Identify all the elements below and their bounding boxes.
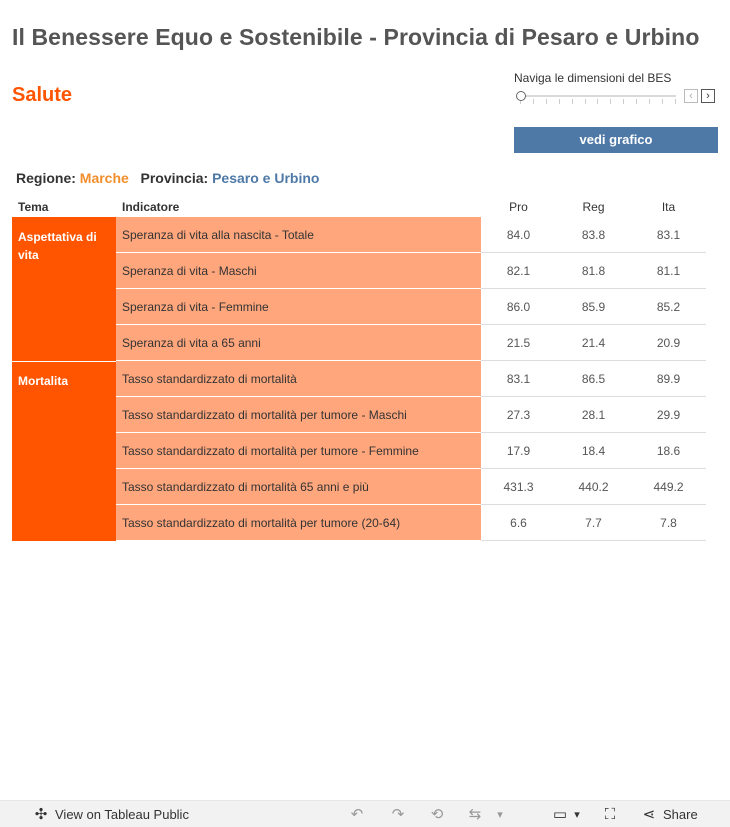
- indicatore-cell: Tasso standardizzato di mortalità per tumore - Femmine: [116, 433, 481, 469]
- regione-value: Marche: [79, 170, 129, 186]
- filter-summary: [16, 170, 319, 186]
- slider-tick: [572, 99, 573, 104]
- pro-value: 17.9: [481, 433, 556, 469]
- share-button[interactable]: Share: [663, 807, 698, 822]
- tableau-logo-icon[interactable]: ✣: [34, 806, 48, 823]
- column-header-indicatore: Indicatore: [122, 200, 180, 214]
- view-on-tableau-link[interactable]: View on Tableau Public: [55, 807, 189, 822]
- ita-value: 83.1: [631, 217, 706, 253]
- pro-value: 86.0: [481, 289, 556, 325]
- refresh-icon[interactable]: ⇆: [468, 806, 482, 823]
- tema-cell: Mortalita: [12, 361, 116, 541]
- indicatore-cell: Tasso standardizzato di mortalità per tumore - Maschi: [116, 397, 481, 433]
- ita-value: 20.9: [631, 325, 706, 361]
- share-icon[interactable]: ⋖: [642, 806, 656, 823]
- table-row: [116, 217, 706, 253]
- reg-value: 18.4: [556, 433, 631, 469]
- tema-separator: [12, 361, 116, 362]
- tema-cell: Aspettativa di vita: [12, 217, 116, 361]
- table-row: [116, 253, 706, 289]
- column-header-ita: Ita: [661, 200, 676, 214]
- data-table: [12, 217, 706, 541]
- slider-tick: [559, 99, 560, 104]
- reg-value: 7.7: [556, 505, 631, 541]
- pro-value: 83.1: [481, 361, 556, 397]
- reg-value: 85.9: [556, 289, 631, 325]
- comment-dropdown-icon[interactable]: ▾: [574, 809, 580, 821]
- table-row: [116, 361, 706, 397]
- slider-tick: [623, 99, 624, 104]
- column-header-pro: Pro: [509, 200, 528, 214]
- redo-icon[interactable]: ↷: [391, 806, 405, 823]
- provincia-value: Pesaro e Urbino: [212, 170, 320, 186]
- dimension-slider[interactable]: [516, 90, 678, 102]
- slider-tick: [533, 99, 534, 104]
- slider-ticks: [520, 99, 676, 104]
- navigator-label: Naviga le dimensioni del BES: [514, 71, 672, 85]
- column-header-tema: Tema: [18, 200, 49, 214]
- ita-value: 18.6: [631, 433, 706, 469]
- table-row: [116, 397, 706, 433]
- page-title: Il Benessere Equo e Sostenibile - Provincia di Pesaro e Urbino: [12, 24, 700, 50]
- pro-value: 84.0: [481, 217, 556, 253]
- table-row: [116, 289, 706, 325]
- indicatore-cell: Tasso standardizzato di mortalità: [116, 361, 481, 397]
- pro-value: 82.1: [481, 253, 556, 289]
- reg-value: 86.5: [556, 361, 631, 397]
- refresh-dropdown-icon[interactable]: ▾: [497, 809, 503, 821]
- indicatore-cell: Speranza di vita a 65 anni: [116, 325, 481, 361]
- slider-tick: [585, 99, 586, 104]
- table-row: [116, 433, 706, 469]
- pro-value: 21.5: [481, 325, 556, 361]
- slider-tick: [597, 99, 598, 104]
- ita-value: 85.2: [631, 289, 706, 325]
- slider-tick: [610, 99, 611, 104]
- comment-icon[interactable]: ▭: [552, 806, 568, 823]
- column-header-reg: Reg: [582, 200, 605, 214]
- reg-value: 21.4: [556, 325, 631, 361]
- table-row: [116, 469, 706, 505]
- slider-tick: [649, 99, 650, 104]
- provincia-label: Provincia:: [140, 170, 209, 186]
- slider-tick: [675, 99, 676, 104]
- indicatore-cell: Speranza di vita - Femmine: [116, 289, 481, 325]
- slider-track: [520, 95, 676, 97]
- ita-value: 7.8: [631, 505, 706, 541]
- indicatore-cell: Speranza di vita - Maschi: [116, 253, 481, 289]
- reg-value: 28.1: [556, 397, 631, 433]
- next-icon[interactable]: ›: [701, 89, 715, 103]
- slider-tick: [662, 99, 663, 104]
- table-row: [116, 325, 706, 361]
- ita-value: 89.9: [631, 361, 706, 397]
- slider-tick: [546, 99, 547, 104]
- regione-label: Regione:: [16, 170, 76, 186]
- slider-thumb[interactable]: [516, 91, 526, 101]
- indicatore-cell: Speranza di vita alla nascita - Totale: [116, 217, 481, 253]
- ita-value: 81.1: [631, 253, 706, 289]
- reg-value: 81.8: [556, 253, 631, 289]
- reg-value: 83.8: [556, 217, 631, 253]
- previous-icon[interactable]: ‹: [684, 89, 698, 103]
- undo-icon[interactable]: ↶: [350, 806, 364, 823]
- pro-value: 27.3: [481, 397, 556, 433]
- indicatore-cell: Tasso standardizzato di mortalità per tumore (20-64): [116, 505, 481, 541]
- tableau-toolbar: [0, 800, 730, 827]
- pro-value: 6.6: [481, 505, 556, 541]
- section-title: Salute: [12, 84, 73, 106]
- reg-value: 440.2: [556, 469, 631, 505]
- ita-value: 449.2: [631, 469, 706, 505]
- table-row: [116, 505, 706, 541]
- vedi-grafico-button[interactable]: vedi grafico: [514, 127, 718, 153]
- ita-value: 29.9: [631, 397, 706, 433]
- slider-tick: [636, 99, 637, 104]
- indicatore-cell: Tasso standardizzato di mortalità 65 anni e più: [116, 469, 481, 505]
- pro-value: 431.3: [481, 469, 556, 505]
- revert-icon[interactable]: ⟲: [430, 806, 444, 823]
- fullscreen-icon[interactable]: ⛶: [604, 806, 616, 823]
